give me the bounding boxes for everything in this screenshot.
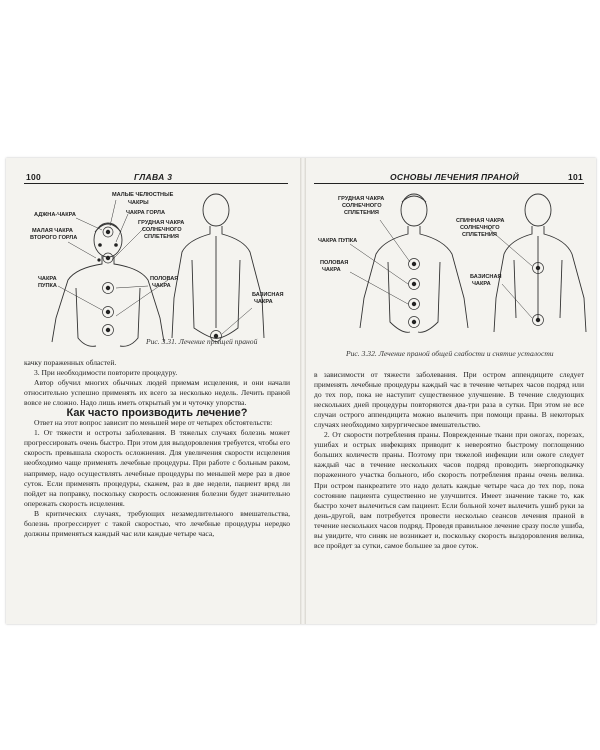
label-solar-1: ГРУДНАЯ ЧАКРА xyxy=(138,220,185,226)
label-solar-3: СПЛЕТЕНИЯ xyxy=(144,234,179,240)
right-running-head xyxy=(306,172,596,184)
book-spread xyxy=(6,158,596,624)
paragraph: 3. При необходимости повторите процедуру. xyxy=(34,368,178,378)
body-front-back-illustration xyxy=(310,188,590,363)
label-sex-2: ЧАКРА xyxy=(322,267,341,273)
label-back-1: СПИННАЯ ЧАКРА xyxy=(456,218,505,224)
left-page xyxy=(6,158,300,624)
paragraph: в зависимости от тяжести заболевания. При остром аппендиците следует применять лечебные процедуры каждый час в течение четырех часов подряд или до тех пор, пока не наступит существенное улучшение. В течение следующих нескольких дней процедуры повторяются два-три раза в сутки. При этом не все случаи острого аппендицита можно вылечить при помощи праны. В некоторых случаях необходимо хирургическое вмешательство. xyxy=(314,370,584,430)
left-running-head xyxy=(6,172,300,184)
paragraph: качку пораженных областей. xyxy=(24,358,117,367)
label-second-throat: ВТОРОГО ГОРЛА xyxy=(30,235,78,241)
section-heading: Как часто производить лечение? xyxy=(66,407,248,420)
figure-3-32 xyxy=(310,188,590,368)
paragraph: Ответ на этот вопрос зависит по меньшей мере от четырех обстоятельств: xyxy=(34,418,273,428)
chapter-title: ГЛАВА 3 xyxy=(134,172,173,182)
label-base-2: ЧАКРА xyxy=(254,299,273,305)
label-back-3: СПЛЕТЕНИЯ xyxy=(462,232,497,238)
label-navel-1: ЧАКРА xyxy=(38,276,57,282)
label-sex-1: ПОЛОВАЯ xyxy=(150,276,179,282)
label-chakras: ЧАКРЫ xyxy=(128,200,149,206)
paragraph: 1. От тяжести и остроты заболевания. В тяжелых случаях болезнь может прогрессировать очень быстро. При этом для выздоровления требуется, чтобы его скорость превышала скорость осложнения. Для увеличения скорости исцеления необходимо чаще применять лечебные процедуры. При работе с больным раком, например, надо осуществлять лечебные процедуры по меньшей мере раз в двое суток. Если применять процедуры, скажем, раз в две недели, пациент вряд ли пойдет на поправку, поскольку скорость осложнения болезни будет значительно опережать скорость исцеления. xyxy=(24,428,290,508)
label-solar-2: СОЛНЕЧНОГО xyxy=(342,203,382,209)
figure-caption: Рис. 3.32. Лечение праной общей слабости и снятие усталости xyxy=(346,349,554,358)
label-small-chakra: МАЛАЯ ЧАКРА xyxy=(32,228,73,234)
page-number: 100 xyxy=(26,172,42,182)
label-adzhna: АДЖНА-ЧАКРА xyxy=(34,212,76,218)
label-solar-2: СОЛНЕЧНОГО xyxy=(142,227,182,233)
label-base-1: БАЗИСНАЯ xyxy=(470,274,502,280)
label-back-2: СОЛНЕЧНОГО xyxy=(460,225,500,231)
label-base-1: БАЗИСНАЯ xyxy=(252,292,284,298)
page-number: 101 xyxy=(568,172,584,182)
left-body-text xyxy=(24,358,290,539)
right-page xyxy=(306,158,596,624)
label-solar-1: ГРУДНАЯ ЧАКРА xyxy=(338,196,385,202)
paragraph: В критических случаях, требующих незамедлительного вмешательства, болезнь прогрессирует с такой скоростью, что лечебные процедуры нередко должны применяться каждый час или каждые четыре часа, xyxy=(24,508,290,538)
label-small-jaw: МАЛЫЕ ЧЕЛЮСТНЫЕ xyxy=(112,192,174,198)
label-sex-2: ЧАКРА xyxy=(152,283,171,289)
label-navel-2: ПУПКА xyxy=(38,283,57,289)
paragraph: 2. От скорости потребления праны. Поврежденные ткани при ожогах, порезах, ушибах и острых инфекциях приводит к невероятно быстрому поглощению больших количеств праны. Поэтому при тяжелой инфекции или ожоге следует каждый час в течение нескольких часов подряд проводить энергоподкачку пораженного участка больного, ибо скорость потребления праны очень велика. При остром панкреатите это надо делать каждые четыре часа до тех пор, пока состояние пациента существенно не улучшится. Имеет значение также то, как быстро хочет вылечиться сам пациент. Если больной хочет вылечить ушиб руки за день-другой, вам потребуется провести несколько сеансов лечения праной в течение нескольких часов подряд. Проведя правильное лечение сразу после ушиба, вы увидите, что синяк не возникает и, поскольку скорость выздоровления велика, все пройдет за сутки, самое большее за двое суток. xyxy=(314,430,584,550)
label-sex-1: ПОЛОВАЯ xyxy=(320,260,349,266)
label-throat: ЧАКРА ГОРЛА xyxy=(126,210,166,216)
header-rule xyxy=(314,183,584,184)
label-base-2: ЧАКРА xyxy=(472,281,491,287)
header-rule xyxy=(24,183,288,184)
figure-caption: Рис. 3.31. Лечение прыщей праной xyxy=(146,337,258,346)
chapter-title: ОСНОВЫ ЛЕЧЕНИЯ ПРАНОЙ xyxy=(390,172,520,182)
label-navel: ЧАКРА ПУПКА xyxy=(318,238,358,244)
label-solar-3: СПЛЕТЕНИЯ xyxy=(344,210,379,216)
paragraph: Автор обучил многих обычных людей приемам исцеления, и они начали относительно успешно применять их всего за несколько недель. Лечить праной вовсе не сложно. Надо лишь иметь открытый ум и чуточку упорства. xyxy=(24,378,290,408)
right-body-text xyxy=(314,370,584,551)
